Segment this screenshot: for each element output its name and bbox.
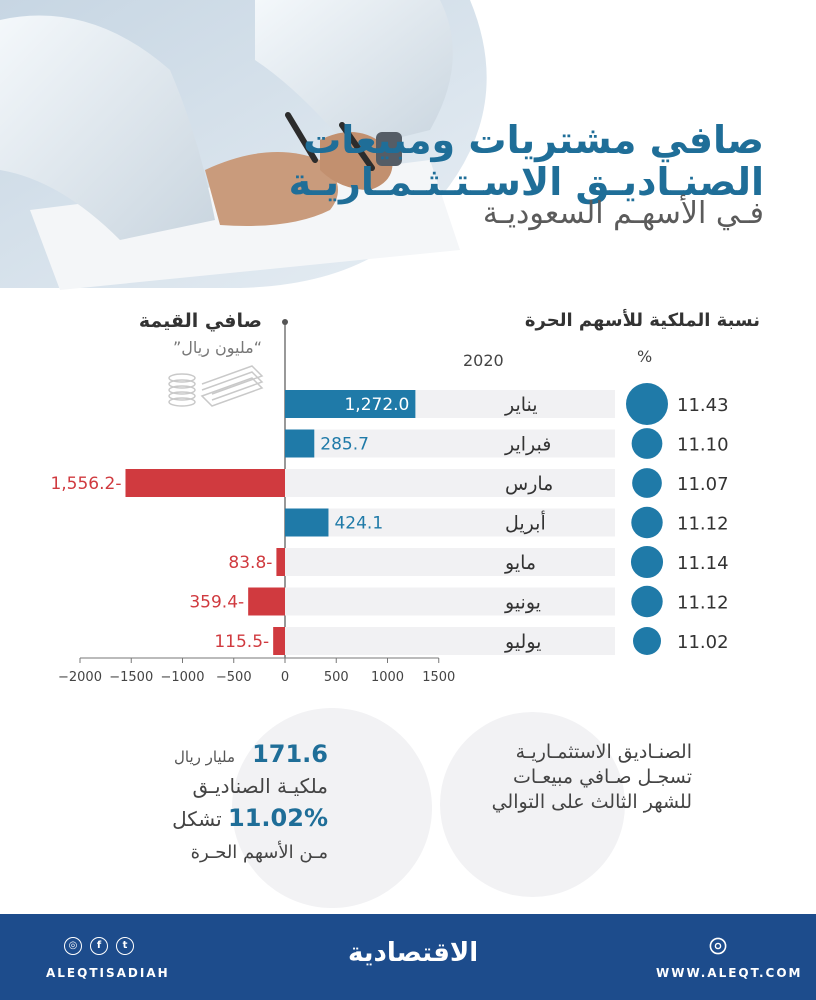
x-tick-label: 0 (280, 670, 290, 685)
x-tick-label: 1500 (422, 670, 456, 685)
ownership-value-label: 11.07 (677, 474, 729, 495)
bar (276, 548, 285, 576)
x-tick-label: −1500 (109, 670, 154, 685)
bar-value-label: 1,556.2- (50, 474, 122, 494)
x-tick-label: −1000 (160, 670, 205, 685)
sales-note-line-1: الصنـاديق الاستثمـاريـة (515, 741, 692, 763)
ownership-amount: 171.6 (252, 740, 328, 768)
bar-value-label: 359.4- (189, 592, 245, 613)
row-band (285, 588, 615, 616)
unit-label: “مليون ريال” (172, 338, 262, 357)
bar (248, 588, 285, 616)
sales-note-line-2: تسجـل صـافي مبيعـات (513, 766, 692, 788)
ownership-value-label: 11.43 (677, 395, 729, 416)
social-handle[interactable]: ALEQTISADIAH (46, 966, 170, 980)
month-label: يوليو (505, 631, 542, 653)
bar (125, 469, 285, 497)
bar-value-label: 115.5- (214, 632, 270, 652)
row-band (285, 627, 615, 655)
ownership-value-label: 11.10 (677, 434, 729, 456)
sales-note-line-3: للشهر الثالث على التوالي (491, 791, 692, 813)
bar-value-label: 285.7 (320, 434, 369, 455)
row-band (285, 469, 615, 497)
ownership-unit: مليار ريال (173, 748, 235, 766)
ownership-dot (626, 383, 668, 425)
year-label: 2020 (463, 351, 504, 370)
month-label: يونيو (505, 591, 541, 614)
ownership-label: نسبة الملكية للأسهم الحرة (524, 310, 760, 331)
title-line-2: الصنـاديـق الاسـتـثـمـاريـة (288, 160, 764, 204)
month-label: أبريل (505, 512, 546, 535)
x-tick-label: 1000 (370, 670, 405, 685)
ownership-dot (633, 627, 661, 655)
facebook-icon[interactable]: f (90, 937, 108, 955)
ownership-value-label: 11.12 (677, 592, 729, 614)
brand-logo: الاقتصادية (348, 938, 479, 968)
sales-note (392, 740, 692, 815)
bar (285, 430, 314, 458)
month-label: مايو (505, 552, 537, 574)
bar-value-label: 1,272.0 (344, 395, 410, 415)
bar-value-label: 424.1 (334, 513, 384, 534)
footer-bar (0, 914, 816, 1000)
ownership-line-2: ملكيـة الصناديـق (192, 774, 328, 798)
x-tick-label: −500 (215, 670, 252, 685)
x-tick-label: 500 (323, 670, 349, 685)
ownership-value-label: 11.14 (677, 553, 729, 574)
percent-sign-label: % (637, 347, 653, 366)
month-label: مارس (505, 473, 554, 495)
zero-axis-dot (282, 319, 288, 325)
ownership-dot (631, 507, 662, 538)
ownership-prefix: تشكل (172, 807, 222, 831)
ownership-dot (631, 586, 662, 617)
x-tick-label: −2000 (58, 670, 102, 685)
title-line-3: فـي الأسهـم السعوديـة (482, 196, 764, 231)
ownership-dot (631, 546, 663, 578)
instagram-icon[interactable]: ◎ (64, 937, 82, 955)
bar (273, 627, 285, 655)
ownership-value-label: 11.02 (677, 632, 729, 653)
ownership-value-label: 11.12 (677, 513, 729, 535)
bar (285, 509, 328, 537)
ownership-percent: 11.02% (228, 804, 328, 832)
title-line-1: صافي مشتريات ومبيعات (303, 118, 764, 162)
month-label: يناير (505, 394, 538, 416)
funds-ownership-note (28, 740, 328, 863)
bar-value-label: 83.8- (228, 553, 273, 573)
globe-icon (709, 937, 727, 955)
net-value-label: صافي القيمة (138, 310, 262, 332)
ownership-dot (632, 468, 662, 498)
row-band (285, 548, 615, 576)
ownership-dot (632, 428, 663, 459)
month-label: فبراير (505, 433, 552, 456)
website-link[interactable]: WWW.ALEQT.COM (656, 966, 803, 980)
ownership-line-4: مـن الأسهم الحـرة (190, 842, 328, 863)
twitter-icon[interactable]: t (116, 937, 134, 955)
